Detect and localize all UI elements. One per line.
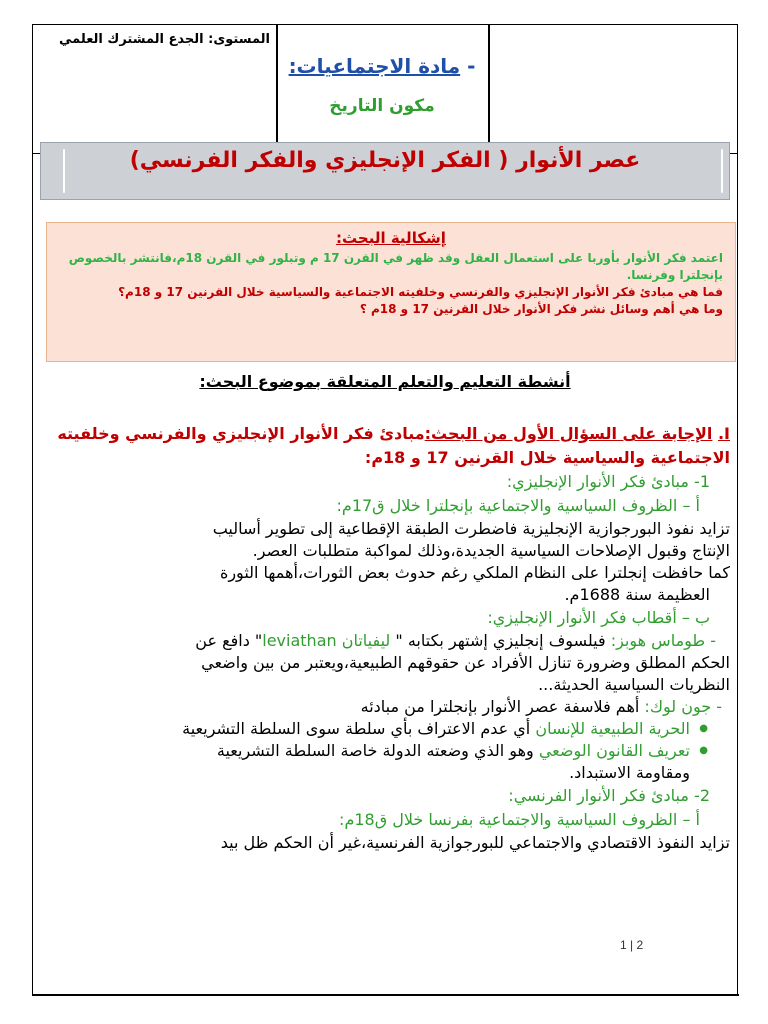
subject-title [282,54,482,78]
hobbes-line-3: النظريات السياسية الحديثة... [538,675,730,694]
bullet-term: تعريف القانون الوضعي [538,741,690,760]
problem-text-line: بإنجلترا وفرنسا. [626,268,723,282]
list-item [50,740,712,762]
header-divider-right [488,24,490,154]
subject-name: مادة الاجتماعيات: [288,54,461,78]
lesson-title: عصر الأنوار ( الفكر الإنجليزي والفكر الفرنسي) [129,148,641,173]
hobbes-line-2: الحكم المطلق وضرورة تنازل الأفراد عن حقوقهم الطبيعية،ويعتبر من بين واضعي [201,653,730,672]
question-1-head: الإجابة على السؤال الأول من البحث: [424,424,713,443]
question-1-text: مبادئ فكر الأنوار الإنجليزي والفرنسي وخلفيته [57,424,425,443]
question-1-marker: I. [717,424,730,443]
paragraph-line: العظيمة سنة 1688م. [564,585,710,604]
level-label: المستوى: الجدع المشترك العلمي [59,32,270,47]
lesson-content [50,422,730,854]
subject-dash: - [460,54,476,78]
hobbes-book: ليفياتان leviathan [262,631,391,650]
locke-text: أهم فلاسفة عصر الأنوار بإنجلترا من مبادئه [360,697,645,716]
bullet-text: أي عدم الاعتراف بأي سلطة سوى السلطة التشريعية [182,719,536,738]
list-item-continuation: ومقاومة الاستبداد. [569,763,690,782]
section-2-heading: 2- مبادئ فكر الأنوار الفرنسي: [508,786,710,805]
problem-question: وما هي أهم وسائل نشر فكر الأنوار خلال القرنين 17 و 18م ؟ [359,302,723,316]
hobbes-line-1 [50,630,730,652]
bullet-term: الحرية الطبيعية للإنسان [535,719,690,738]
section-1a-heading: أ – الظروف السياسية والاجتماعية بإنجلترا خلال ق17م: [336,496,700,515]
section-1-heading: 1- مبادئ فكر الأنوار الإنجليزي: [506,472,710,491]
activities-heading: أنشطة التعليم والتعلم المتعلقة بموضوع البحث: [199,372,571,391]
section-1b-heading: ب – أقطاب فكر الأنوار الإنجليزي: [487,608,710,627]
locke-line [50,696,730,718]
bullet-text: وهو الذي وضعته الدولة خاصة السلطة التشريعية [216,741,539,760]
header-divider-left [276,24,278,154]
component-label: مكون التاريخ [329,96,435,116]
problem-question: فما هي مبادئ فكر الأنوار الإنجليزي والفرنسي وخلفيته الاجتماعية والسياسية خلال القرنين 17 و 18م؟ [118,285,723,299]
page-bottom-border [32,994,739,996]
hobbes-text-2: " دافع عن [195,631,263,650]
paragraph-line: كما حافظت إنجلترا على النظام الملكي رغم حدوث بعض الثورات،أهمها الثورة [219,563,730,582]
list-item [50,718,712,740]
paragraph-line: تزايد النفوذ الاقتصادي والاجتماعي للبورجوازية الفرنسية،غير أن الحكم ظل بيد [220,833,730,852]
hobbes-name: - طوماس هوبز: [610,631,716,650]
question-1-heading [50,422,730,446]
problem-text-line: اعتمد فكر الأنوار بأوربا على استعمال العقل وقد ظهر في القرن 17 م وتبلور في القرن 18م،فانتشر بالخصوص [68,251,723,265]
paragraph-line: تزايد نفوذ البورجوازية الإنجليزية فاضطرت الطبقة الإقطاعية إلى تطوير أساليب [212,519,730,538]
page-number: 1 | 2 [620,938,644,952]
locke-name: - جون لوك: [644,697,722,716]
research-problem-box [46,222,736,362]
section-2a-heading: أ – الظروف السياسية والاجتماعية بفرنسا خلال ق18م: [339,810,700,829]
paragraph-line: الإنتاج وقبول الإصلاحات السياسية الجديدة،وذلك لمواكبة متطلبات العصر. [252,541,730,560]
problem-title: إشكالية البحث: [336,229,446,247]
question-1-line-2: الاجتماعية والسياسية خلال القرنين 17 و 18م: [364,448,730,467]
hobbes-text: فيلسوف إنجليزي إشتهر بكتابه " [390,631,611,650]
